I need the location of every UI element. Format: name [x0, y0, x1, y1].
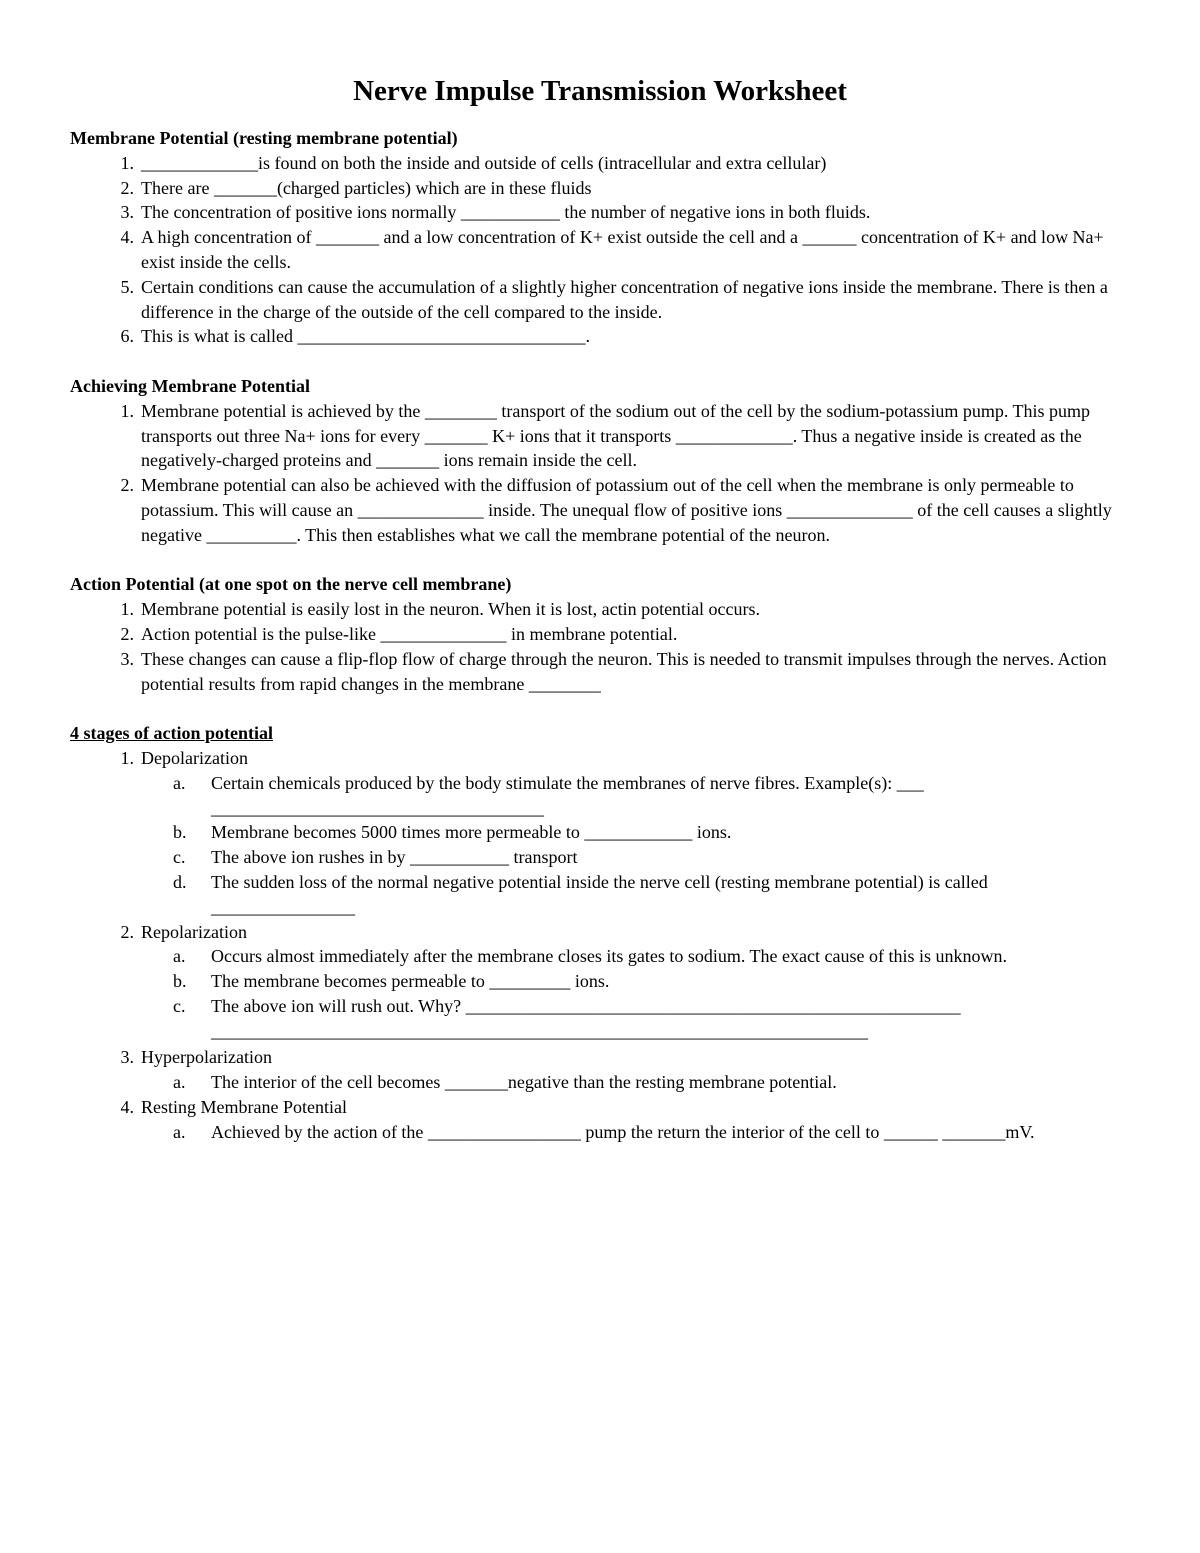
question-text: Action potential is the pulse-like ______________ in membrane potential. — [141, 623, 678, 644]
question-number: 5. — [120, 276, 134, 297]
sub-question-item — [141, 1070, 1130, 1095]
question-number: 3. — [120, 648, 134, 669]
sub-question-letter: b. — [173, 971, 187, 992]
question-text: This is what is called ________________________________. — [141, 326, 590, 347]
worksheet-title: Nerve Impulse Transmission Worksheet — [353, 75, 847, 107]
sub-question-item — [141, 994, 1130, 1044]
question-text: Membrane potential is achieved by the ________ transport of the sodium out of the cell by the sodium-potassium pump. This pump transports out three Na+ ions for every _______ K+ ions that it transports _____________. Thus a negative inside is created as the negatively-charged proteins and _______ ions remain inside the cell. — [141, 400, 1091, 471]
question-number: 2. — [120, 475, 134, 496]
sub-question-letter: a. — [173, 1072, 186, 1093]
sub-question-item — [141, 845, 1130, 870]
question-number: 2. — [120, 623, 134, 644]
question-number: 1. — [120, 599, 134, 620]
stage-number: 4. — [120, 1097, 134, 1118]
question-text: A high concentration of _______ and a low concentration of K+ exist outside the cell and a ______ concentration of K+ and low Na+ exist inside the cells. — [141, 227, 1104, 272]
stage-number: 2. — [120, 921, 134, 942]
question-text: There are _______(charged particles) which are in these fluids — [141, 177, 592, 198]
question-item — [70, 399, 1130, 473]
question-list — [70, 399, 1130, 548]
stage-name: Resting Membrane Potential — [141, 1097, 347, 1118]
sub-question-text: The membrane becomes permeable to _________ ions. — [211, 971, 610, 992]
question-item — [70, 597, 1130, 622]
sub-question-list — [141, 1120, 1130, 1145]
question-text: _____________is found on both the inside and outside of cells (intracellular and extra cellular) — [141, 152, 827, 173]
stage-item — [70, 1045, 1130, 1095]
sub-question-letter: c. — [173, 995, 186, 1016]
sub-question-text: Occurs almost immediately after the membrane closes its gates to sodium. The exact cause of this is unknown. — [211, 946, 1007, 967]
section-stages-of-action-potential — [70, 721, 1130, 1145]
stage-name: Hyperpolarization — [141, 1047, 272, 1068]
stage-number: 1. — [120, 747, 134, 768]
question-text: Membrane potential can also be achieved with the diffusion of potassium out of the cell when the membrane is only permeable to potassium. This will cause an ______________ inside. The unequal flow of positive ions ______________ of the cell causes a slightly negative __________. This then establishes what we call the membrane potential of the neuron. — [141, 475, 1112, 545]
sub-question-text: The above ion rushes in by ___________ transport — [211, 847, 578, 868]
section-heading: Action Potential (at one spot on the nerve cell membrane) — [70, 574, 512, 595]
question-item — [70, 200, 1130, 225]
sub-question-item — [141, 771, 1130, 821]
stage-item — [70, 1095, 1130, 1145]
question-number: 1. — [120, 400, 134, 421]
sub-question-letter: a. — [173, 1121, 186, 1142]
question-number: 2. — [120, 177, 134, 198]
sub-question-letter: a. — [173, 772, 186, 793]
sub-question-list — [141, 1070, 1130, 1095]
section-achieving-membrane-potential — [70, 374, 1130, 548]
question-number: 3. — [120, 202, 134, 223]
question-list — [70, 151, 1130, 349]
sub-question-list — [141, 944, 1130, 1043]
stage-list — [70, 746, 1130, 1145]
question-number: 6. — [120, 326, 134, 347]
section-action-potential — [70, 572, 1130, 696]
question-item — [70, 324, 1130, 349]
stage-item — [70, 920, 1130, 1044]
sub-question-letter: c. — [173, 847, 186, 868]
question-number: 1. — [120, 152, 134, 173]
section-heading: Membrane Potential (resting membrane potential) — [70, 128, 458, 148]
sub-question-text: The above ion will rush out. Why? _______________________________________________________ _________________________________________________________________________ — [211, 995, 961, 1041]
section-heading: Achieving Membrane Potential — [70, 375, 310, 396]
question-item — [70, 225, 1130, 275]
sub-question-item — [141, 820, 1130, 845]
question-item — [70, 151, 1130, 176]
sub-question-text: The sudden loss of the normal negative potential inside the nerve cell (resting membrane potential) is called ________________ — [211, 871, 988, 917]
question-number: 4. — [120, 227, 134, 248]
sub-question-list — [141, 771, 1130, 920]
stage-item — [70, 746, 1130, 920]
stage-name: Depolarization — [141, 747, 248, 768]
sub-question-item — [141, 944, 1130, 969]
question-list — [70, 597, 1130, 696]
question-item — [70, 275, 1130, 325]
question-item — [70, 622, 1130, 647]
sub-question-item — [141, 870, 1130, 920]
sub-question-text: Achieved by the action of the _________________ pump the return the interior of the cell to ______ _______mV. — [211, 1121, 1035, 1142]
sub-question-text: The interior of the cell becomes _______negative than the resting membrane potential. — [211, 1072, 837, 1093]
sub-question-item — [141, 1120, 1130, 1145]
question-text: These changes can cause a flip-flop flow of charge through the neuron. This is needed to transmit impulses through the nerves. Action potential results from rapid changes in the membrane ________ — [141, 648, 1107, 694]
question-text: Membrane potential is easily lost in the neuron. When it is lost, actin potential occurs. — [141, 599, 761, 620]
question-text: Certain conditions can cause the accumulation of a slightly higher concentration of negative ions inside the membrane. There is then a difference in the charge of the outside of the cell compared to the inside. — [141, 276, 1108, 322]
question-text: The concentration of positive ions normally ___________ the number of negative ions in both fluids. — [141, 202, 871, 223]
section-membrane-potential — [70, 126, 1130, 349]
sub-question-letter: d. — [173, 871, 187, 892]
section-heading: 4 stages of action potential — [70, 723, 273, 744]
sub-question-letter: a. — [173, 946, 186, 967]
stage-name: Repolarization — [141, 921, 247, 942]
sub-question-text: Membrane becomes 5000 times more permeable to ____________ ions. — [211, 822, 732, 843]
question-item — [70, 647, 1130, 697]
stage-number: 3. — [120, 1047, 134, 1068]
question-item — [70, 473, 1130, 547]
sub-question-item — [141, 969, 1130, 994]
question-item — [70, 176, 1130, 201]
sub-question-letter: b. — [173, 822, 187, 843]
sub-question-text: Certain chemicals produced by the body stimulate the membranes of nerve fibres. Example(s): ___ _____________________________________ — [211, 772, 924, 818]
